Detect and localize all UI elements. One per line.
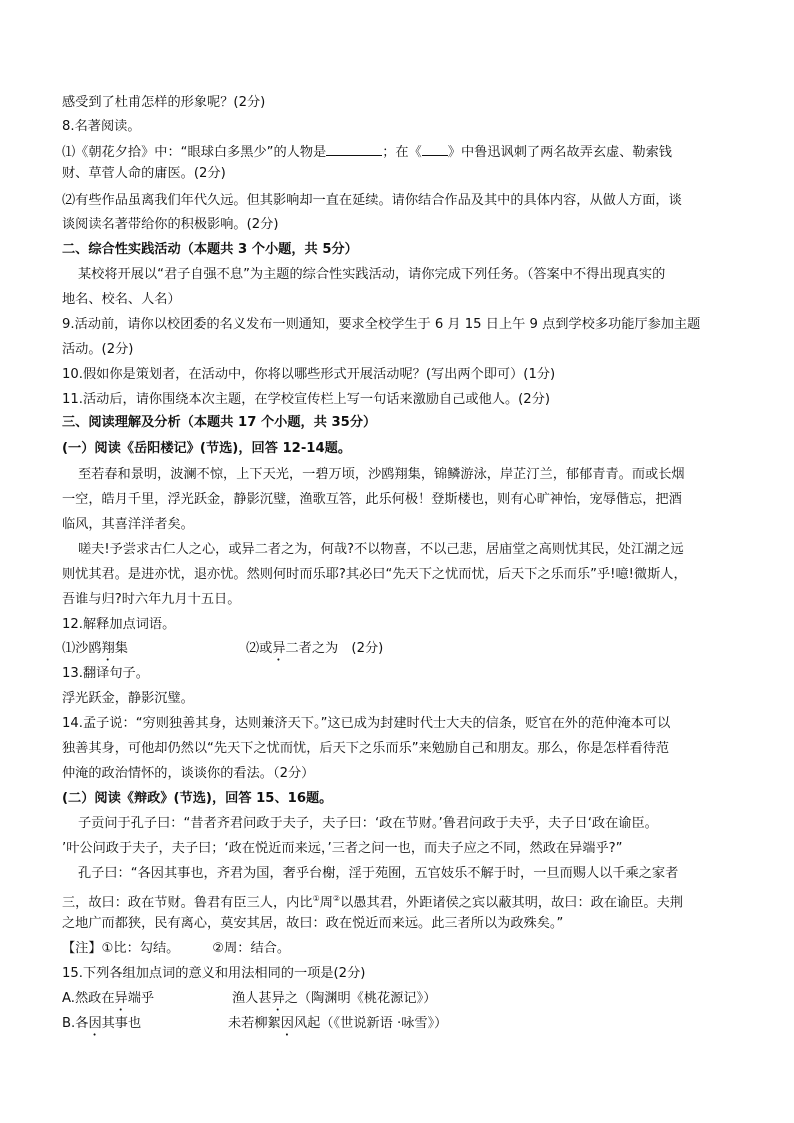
question-8-2: ⑵有些作品虽离我们年代久远。但其影响却一直在延续。请你结合作品及其中的具体内容，从做人方面，谈 <box>62 193 682 208</box>
text-span: 未若柳絮 <box>228 1016 281 1031</box>
passage-line <box>62 890 683 912</box>
text-span: 其事也 <box>101 1016 142 1031</box>
text-span: 之（陶渊明《桃花源记》） <box>284 991 437 1006</box>
answer-blank <box>422 143 448 156</box>
passage-line: 子贡问于孔子曰：“昔者齐君问政于夫子，夫子曰：‘政在节财。’鲁君问政于夫乎，夫子日‘政在谕臣。 <box>78 816 658 831</box>
passage-line: 之地广而都狭，民有离心，莫安其居，故曰：政在悦近而来远。此三者所以为政殊矣。” <box>62 916 564 931</box>
text-span: ；在《 <box>382 145 422 160</box>
question-12-items <box>62 640 383 664</box>
text-line: 浮光跃金，静影沉璧。 <box>62 691 194 706</box>
text-line: 财、草菅人命的庸医。(2分) <box>62 166 226 181</box>
answer-blank <box>326 143 382 156</box>
passage-line: 吾谁与归?时六年九月十五日。 <box>62 592 241 607</box>
question-10: 10.假如你是策划者，在活动中，你将以哪些形式开展活动呢？(写出两个即可）(1分) <box>62 367 556 382</box>
passage-line: 至若春和景明，波澜不惊，上下天光，一碧万顷，沙鸥翔集，锦鳞游泳，岸芷汀兰，郁郁青青。而或长烟 <box>78 467 685 482</box>
text-line: 活动。(2分) <box>62 342 134 357</box>
passage-line: 临风，其喜洋洋者矣。 <box>62 517 194 532</box>
text-line: 仲淹的政治情怀的，谈谈你的看法。（2分） <box>62 766 315 781</box>
text-span: 周 <box>319 895 333 911</box>
text-span: B.各 <box>62 1016 89 1031</box>
question-13: 13.翻译句子。 <box>62 666 149 681</box>
dotted-word: 因 <box>280 1016 294 1031</box>
dotted-word: 异 <box>271 991 285 1006</box>
text-span: 渔人甚 <box>232 991 272 1006</box>
dotted-word: 异 <box>114 991 128 1006</box>
text-span: 风起（《世说新语 ·咏雪》） <box>293 1016 448 1031</box>
text-span: ⑴《朝花夕拾》中：“眼球白多黑少”的人物是 <box>62 145 327 160</box>
text-line: 感受到了杜甫怎样的形象呢？(2分) <box>62 95 266 110</box>
dotted-word: 翔 <box>101 641 115 656</box>
dotted-word: 因 <box>88 1016 102 1031</box>
footnote: 【注】①比：勾结。 ②周：结合。 <box>62 941 291 956</box>
option-a <box>62 990 436 1014</box>
option-b <box>62 1015 447 1039</box>
question-8-1 <box>62 143 672 162</box>
text-span: 集 <box>114 641 128 656</box>
text-span: ⑵或 <box>245 641 273 656</box>
passage-line: 孔子曰：“各因其事也，齐君为国，奢乎台榭，淫于苑囿，五官妓乐不解于时，一旦而赐人以千乘之家者 <box>78 866 679 881</box>
passage-line: 嗟夫!予尝求古仁人之心，或异二者之为，何哉?不以物喜，不以己悲，居庙堂之高则忧其民，处江湖之远 <box>78 542 684 557</box>
footnote-mark: ① <box>312 894 320 903</box>
question-12: 12.解释加点词语。 <box>62 617 176 632</box>
section-3-heading: 三、阅读理解及分析（本题共 17 个小题，共 35分） <box>62 415 377 430</box>
question-11: 11.活动后，请你围绕本次主题，在学校宣传栏上写一句话来激励自己或他人。(2分) <box>62 392 551 407</box>
text-span: ⑴沙鸥 <box>62 641 102 656</box>
text-span: 以愚其君，外距诸侯之宾以蔽其明，故曰：政在谕臣。夫荆 <box>340 895 683 911</box>
question-9: 9.活动前，请你以校团委的名义发布一则通知，要求全校学生于 6 月 15 日上午 9 点到学校多功能厅参加主题 <box>62 317 701 332</box>
text-line: 某校将开展以“君子自强不息”为主题的综合性实践活动，请你完成下列任务。（答案中不得出现真实的 <box>78 267 666 282</box>
passage-line: 则忧其君。是进亦忧，退亦忧。然则何时而乐耶?其必曰“先天下之忧而忧，后天下之乐而乐”乎!噫!微斯人， <box>62 567 687 582</box>
text-span: A.然政在 <box>62 991 115 1006</box>
text-line: 谈阅读名著带给你的积极影响。(2分) <box>62 217 279 232</box>
text-span: 》中鲁迅讽刺了两名故弄玄虚、勒索钱 <box>447 145 672 160</box>
question-14: 14.孟子说：“穷则独善其身，达则兼济天下。”这已成为封建时代士大夫的信条，贬官在外的范仲淹本可以 <box>62 716 671 731</box>
question-15: 15.下列各组加点词的意义和用法相同的一项是(2分) <box>62 966 366 981</box>
text-span: 三，故曰：政在节财。鲁君有臣三人，内比 <box>62 895 313 911</box>
text-span: 二者之为 (2分) <box>285 641 384 656</box>
passage-line: 一空，皓月千里，浮光跃金，静影沉璧，渔歌互答，此乐何极！登斯楼也，则有心旷神怡，宠辱偕忘，把酒 <box>62 492 682 507</box>
section-2-heading: 二、综合性实践活动（本题共 3 个小题，共 5分） <box>62 242 358 257</box>
question-8-title: 8.名著阅读。 <box>62 119 141 134</box>
footnote-mark: ② <box>332 894 341 903</box>
text-line: 地名、校名、人名） <box>62 292 181 307</box>
subsection-1-heading: (一）阅读《岳阳楼记》(节选)，回答 12-14题。 <box>62 441 352 456</box>
text-span: 端乎 <box>127 991 155 1006</box>
dotted-word: 异 <box>272 641 286 656</box>
text-line: 独善其身，可他却仍然以“先天下之忧而忧，后天下之乐而乐”来勉励自己和朋友。那么，你是怎样看待范 <box>62 741 670 756</box>
passage-line: ’叶公问政于夫子，夫子曰；‘政在悦近而来远，’三者之问一也，而夫子应之不同，然政在异端乎?” <box>62 841 623 856</box>
subsection-2-heading: (二）阅读《辩政》(节选)，回答 15、16题。 <box>62 791 333 806</box>
